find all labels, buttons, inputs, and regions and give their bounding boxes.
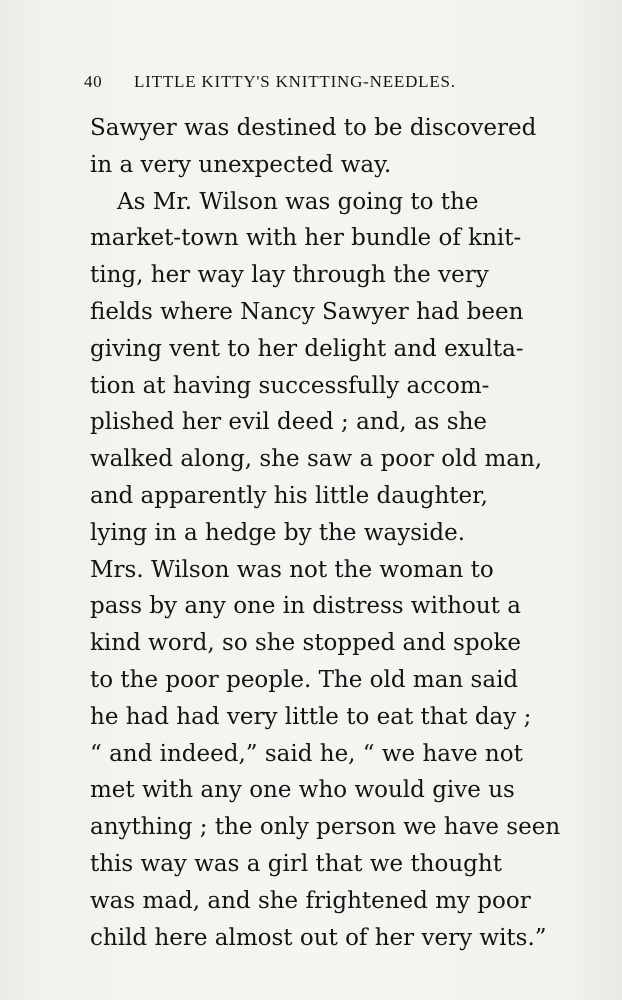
body-text (90, 110, 570, 956)
text-line: “ and indeed,” said he, “ we have not (90, 740, 523, 767)
text-line: lying in a hedge by the wayside. (90, 519, 466, 546)
text-line: market-town with her bundle of knit- (90, 225, 522, 252)
text-line: was mad, and she frightened my poor (90, 887, 531, 914)
text-line: tion at having successfully accom- (90, 372, 490, 399)
text-line: he had had very little to eat that day ; (90, 703, 532, 730)
text-line: kind word, so she stopped and spoke (90, 630, 521, 657)
text-line: and apparently his little daughter, (90, 482, 488, 509)
text-line: anything ; the only person we have seen (90, 814, 561, 841)
text-line: Mrs. Wilson was not the woman to (90, 556, 494, 583)
running-head: LITTLE KITTY'S KNITTING-NEEDLES. (134, 72, 456, 91)
text-line: pass by any one in distress without a (90, 593, 521, 620)
text-line: to the poor people. The old man said (90, 666, 519, 693)
paragraph-start-line: As Mr. Wilson was going to the (117, 188, 479, 215)
text-line: met with any one who would give us (90, 777, 515, 804)
text-line: fields where Nancy Sawyer had been (90, 298, 524, 325)
text-line: giving vent to her delight and exulta- (90, 335, 524, 362)
page-header (84, 64, 544, 94)
text-line: Sawyer was destined to be discovered (90, 115, 537, 141)
text-line: walked along, she saw a poor old man, (90, 446, 543, 473)
text-line: plished her evil deed ; and, as she (90, 409, 488, 436)
text-line: in a very unexpected way. (90, 151, 392, 178)
text-line: this way was a girl that we thought (90, 850, 502, 877)
text-line: child here almost out of her very wits.” (90, 924, 547, 951)
text-line: ting, her way lay through the very (90, 262, 489, 289)
page-number: 40 (84, 72, 103, 91)
